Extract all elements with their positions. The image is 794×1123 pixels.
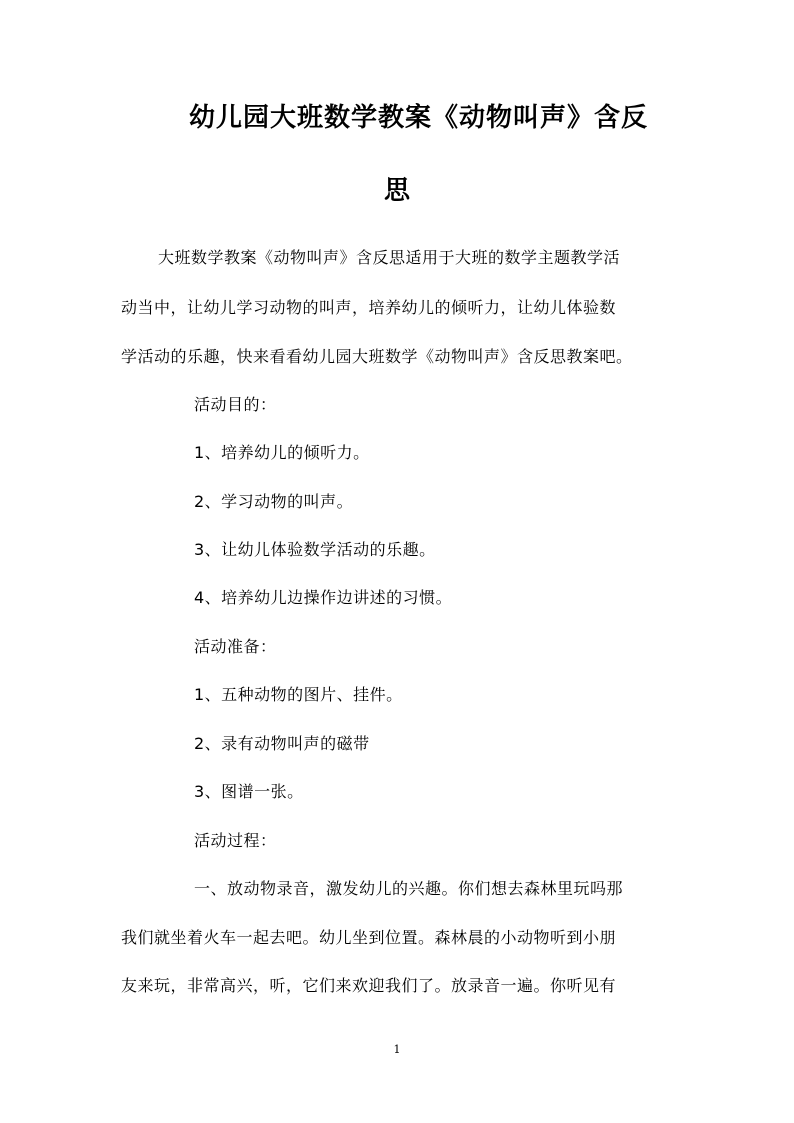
prep-heading: 活动准备： [194, 637, 277, 656]
process-line-1: 一、放动物录音，激发幼儿的兴趣。你们想去森林里玩吗那 [194, 879, 624, 898]
document-title-line-2: 思 [384, 176, 412, 206]
goal-item-2: 2、学习动物的叫声。 [194, 492, 354, 511]
intro-line-2: 动当中，让幼儿学习动物的叫声，培养幼儿的倾听力，让幼儿体验数 [121, 298, 617, 317]
prep-item-2: 2、录有动物叫声的磁带 [194, 734, 370, 753]
goals-heading: 活动目的： [194, 395, 277, 414]
process-line-3: 友来玩，非常高兴，听，它们来欢迎我们了。放录音一遍。你听见有 [121, 976, 617, 995]
document-title-line-1: 幼儿园大班数学教案《动物叫声》含反 [189, 103, 649, 133]
goal-item-3: 3、让幼儿体验数学活动的乐趣。 [194, 540, 436, 559]
intro-line-3: 学活动的乐趣，快来看看幼儿园大班数学《动物叫声》含反思教案吧。 [121, 347, 633, 366]
page-number: 1 [393, 1043, 401, 1056]
goal-item-1: 1、培养幼儿的倾听力。 [194, 443, 370, 462]
intro-line-1: 大班数学教案《动物叫声》含反思适用于大班的数学主题教学活 [158, 248, 621, 267]
process-line-2: 我们就坐着火车一起去吧。幼儿坐到位置。森林晨的小动物听到小朋 [121, 928, 617, 947]
process-heading: 活动过程： [194, 831, 277, 850]
prep-item-3: 3、图谱一张。 [194, 782, 304, 801]
goal-item-4: 4、培养幼儿边操作边讲述的习惯。 [194, 588, 453, 607]
prep-item-1: 1、五种动物的图片、挂件。 [194, 685, 403, 704]
